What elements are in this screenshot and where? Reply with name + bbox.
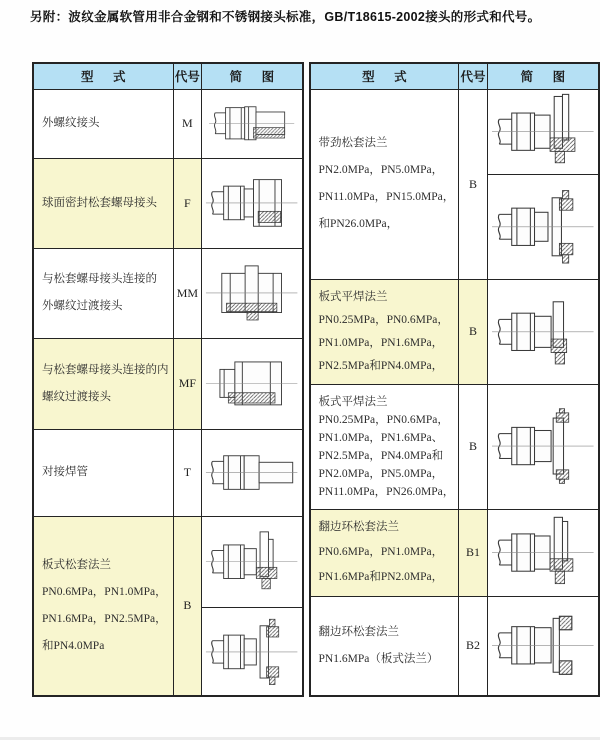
type-text-line: 和PN4.0MPa [42, 639, 105, 652]
type-text-line: 球面密封松套螺母接头 [42, 196, 157, 209]
type-text-line: 对接焊管 [42, 466, 88, 478]
code-cell: B2 [459, 596, 488, 696]
sketch-cell [487, 384, 599, 509]
header-row [33, 63, 303, 89]
type-text-line: 外螺纹接头 [42, 117, 100, 129]
type-cell [310, 279, 459, 384]
sketch-panes [202, 339, 301, 429]
type-text-line: PN0.25MPa，PN0.6MPa， [318, 413, 449, 426]
header-code: 代号 [459, 63, 488, 89]
table-row [33, 248, 303, 338]
type-text-line: 翻边环松套法兰 [318, 521, 400, 533]
header-sketch: 简 图 [487, 63, 599, 89]
sketch-panes [488, 510, 598, 596]
code-cell: B1 [459, 509, 488, 596]
header-type: 型 式 [33, 63, 173, 89]
code-cell: F [173, 158, 202, 248]
type-cell [310, 509, 459, 596]
table-row [310, 509, 599, 596]
type-cell [33, 89, 173, 158]
fittings-table-right [309, 62, 600, 697]
sketch-panes [202, 430, 301, 516]
table-row [310, 384, 599, 509]
table-row [310, 596, 599, 696]
sketch-panes [202, 249, 301, 338]
type-text-line: PN0.25MPa，PN0.6MPa， [318, 313, 449, 326]
sketch-panes [488, 385, 598, 509]
sketch-cell [487, 279, 599, 384]
swivel-nut-fitting-diagram [202, 159, 301, 248]
type-text-line: 与松套螺母接头连接的内 [42, 363, 169, 376]
male-union-fitting-diagram [202, 249, 301, 338]
sketch-panes [488, 90, 598, 279]
table-row [310, 89, 599, 279]
type-cell [33, 516, 173, 696]
type-text-line: 板式平焊法兰 [318, 395, 388, 408]
sketch-panes [202, 90, 301, 158]
table-row [310, 279, 599, 384]
sketch-cell [202, 158, 303, 248]
sketch-panes [488, 597, 598, 696]
male-female-union-fitting-diagram [202, 339, 301, 429]
neck-flange-bolt-down-diagram [488, 90, 598, 174]
type-text-line: PN2.5MPa和PN4.0MPa， [318, 359, 444, 372]
sketch-cell [202, 248, 303, 338]
code-cell: B [459, 384, 488, 509]
header-sketch: 简 图 [202, 63, 303, 89]
type-text-line: 外螺纹过渡接头 [42, 300, 123, 312]
type-text-line: PN0.6MPa，PN1.0MPa， [42, 585, 167, 598]
table-row [33, 516, 303, 696]
type-text-line: 螺纹过渡接头 [42, 390, 111, 403]
fittings-table-left [32, 62, 304, 697]
type-cell [310, 384, 459, 509]
type-cell [310, 596, 459, 696]
type-text-line: PN1.6MPa（板式法兰） [318, 652, 439, 665]
fittings-tables [32, 62, 600, 697]
type-text-line: PN2.5MPa，PN4.0MPa和 [318, 449, 444, 462]
header-row [310, 63, 599, 89]
weld-flange-bolt-down-diagram [488, 280, 598, 384]
header-code: 代号 [173, 63, 202, 89]
sketch-cell [202, 429, 303, 516]
code-cell: B [459, 89, 488, 279]
sketch-panes [488, 280, 598, 384]
code-cell: B [173, 516, 202, 696]
type-text-line: 板式平焊法兰 [318, 290, 388, 303]
type-cell [33, 429, 173, 516]
type-text-line: 与松套螺母接头连接的 [42, 273, 157, 285]
sketch-cell [202, 516, 303, 696]
sketch-cell [487, 89, 599, 279]
lap-ring-flange-b1-diagram [488, 510, 598, 596]
type-text-line: PN1.0MPa，PN1.6MPa， [318, 336, 444, 349]
type-text-line: PN1.0MPa，PN1.6MPa、 [318, 431, 444, 444]
right-table-body [310, 89, 599, 696]
type-text-line: 板式松套法兰 [42, 558, 111, 571]
plate-flange-bolt-both-diagram [488, 174, 598, 279]
type-text-line: PN11.0MPa，PN15.0MPa， [318, 191, 455, 203]
plate-flange-bolt-down-diagram [202, 517, 301, 608]
table-row [33, 158, 303, 248]
lap-ring-flange-b2-diagram [488, 597, 598, 696]
type-cell [310, 89, 459, 279]
code-cell: T [173, 429, 202, 516]
male-thread-fitting-diagram [202, 90, 301, 158]
table-row [33, 429, 303, 516]
header-type: 型 式 [310, 63, 459, 89]
type-cell [33, 158, 173, 248]
type-text-line: 带劲松套法兰 [318, 137, 388, 149]
type-text-line: PN1.6MPa和PN2.0MPa， [318, 571, 444, 583]
sketch-cell [202, 89, 303, 158]
sketch-cell [487, 509, 599, 596]
table-row [33, 338, 303, 429]
type-text-line: PN0.6MPa，PN1.0MPa， [318, 546, 444, 558]
code-cell: MF [173, 338, 202, 429]
code-cell: M [173, 89, 202, 158]
type-text-line: PN11.0MPa，PN26.0MPa， [318, 485, 455, 498]
sketch-cell [202, 338, 303, 429]
table-row [33, 89, 303, 158]
page-title: 另附：波纹金属软管用非合金钢和不锈钢接头标准，GB/T18615-2002接头的形式和代号。 [30, 10, 541, 24]
left-table-body [33, 89, 303, 696]
sketch-cell [487, 596, 599, 696]
type-cell [33, 338, 173, 429]
sketch-panes [202, 517, 301, 696]
butt-weld-pipe-diagram [202, 430, 301, 516]
type-text-line: PN2.0MPa，PN5.0MPa， [318, 467, 444, 480]
type-text-line: 和PN26.0MPa， [318, 218, 399, 230]
weld-flange-bolt-both-diagram [488, 385, 598, 509]
type-text-line: PN2.0MPa，PN5.0MPa， [318, 164, 444, 176]
code-cell: B [459, 279, 488, 384]
type-text-line: 翻边环松套法兰 [318, 625, 400, 638]
sketch-panes [202, 159, 301, 248]
type-text-line: PN1.6MPa，PN2.5MPa， [42, 612, 167, 625]
plate-flange-bolt-both-diagram [202, 607, 301, 695]
type-cell [33, 248, 173, 338]
code-cell: MM [173, 248, 202, 338]
